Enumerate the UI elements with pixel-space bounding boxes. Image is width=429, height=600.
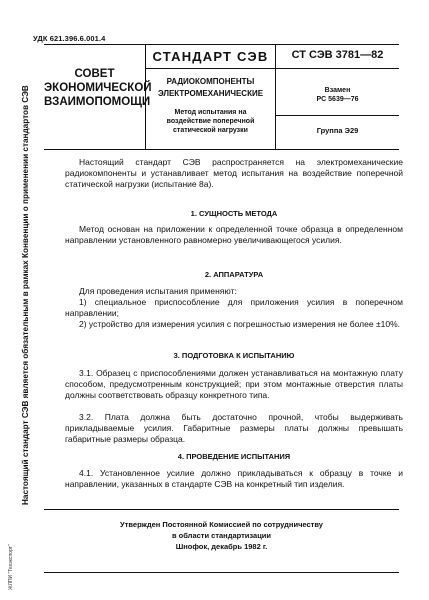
council-line: СОВЕТ (74, 68, 115, 80)
component-title (146, 76, 275, 100)
section-heading: 1. СУЩНОСТЬ МЕТОДА (190, 209, 278, 218)
replacement-line: Взамен (324, 87, 351, 94)
publisher-mark: ЖЛПИ "Техэкспорт" (8, 544, 14, 590)
approval-footer (44, 509, 399, 573)
council-line: ВЗАИМОПОМОЩИ (44, 96, 151, 108)
section-paragraph: 1) специальное приспособление для приложения усилия в поперечном направлении; (65, 297, 403, 318)
intro-paragraph: Настоящий стандарт СЭВ распространяется на электромеханические радиокомпоненты и устанавливает метод испытания на воздействие поперечной статической нагрузки (испытание 8а). (65, 157, 403, 189)
council-line: ЭКОНОМИЧЕСКОЙ (44, 82, 152, 94)
side-note: Настоящий стандарт СЭВ является обязательным в рамках Конвенции о применении стандартов СЭВ (21, 85, 30, 505)
replacement-line: PC 5639—76 (316, 96, 359, 103)
section-heading: 3. ПОДГОТОВКА К ИСПЫТАНИЮ (173, 351, 295, 360)
replacement-note (276, 86, 399, 104)
standard-title: СТАНДАРТ СЭВ (152, 49, 269, 64)
section-paragraph: 2) устройство для измерения усилия с погрешностью измерения не более ±10%. (79, 319, 400, 329)
method-line: статической нагрузки (173, 127, 248, 134)
approval-line: в области стандартизации (171, 531, 272, 540)
section-paragraph: Для проведения испытания применяют: (79, 286, 237, 296)
section-paragraph: 4.1. Установленное усилие должно прикладываться к образцу в точке и направлении, указанных в стандарте СЭВ на конкретный тип изделия. (65, 468, 403, 489)
section-paragraph: 3.1. Образец с приспособлениями должен устанавливаться на монтажную плату способом, предусмотренным конструкцией; при этом монтажные отверстия платы должны соответствовать образцу конкретного типа. (65, 368, 403, 400)
standard-code: СТ СЭВ 3781—82 (291, 49, 384, 61)
council-name (44, 67, 152, 109)
section-heading: 4. ПРОВЕДЕНИЕ ИСПЫТАНИЯ (177, 452, 291, 461)
group-label: Группа Э29 (316, 126, 359, 135)
group-divider (276, 115, 399, 116)
standard-header (44, 44, 399, 150)
approval-line: Утвержден Постоянной Комиссией по сотрудничеству (120, 520, 323, 529)
approval-line: Шнофок, декабрь 1982 г. (175, 542, 268, 551)
component-line: ЭЛЕКТРОМЕХАНИЧЕСКИЕ (157, 89, 264, 98)
approval-text (44, 519, 399, 552)
udk-code: УДК 621.396.6.001.4 (33, 34, 106, 43)
section-heading: 2. АППАРАТУРА (204, 270, 264, 279)
title-divider (146, 68, 275, 69)
method-title (146, 108, 275, 135)
method-line: воздействие поперечной (166, 118, 255, 125)
method-line: Метод испытания на (174, 109, 247, 116)
section-paragraph: Метод основан на приложении к определенной точке образца в определенном направлении установленного равномерно увеличивающегося усилия. (65, 224, 403, 245)
section-paragraph: 3.2. Плата должна быть достаточно прочной, чтобы выдерживать прикладываемые усилия. Габаритные размеры платы должны превышать габаритные размеры образца. (65, 412, 403, 444)
component-line: РАДИОКОМПОНЕНТЫ (166, 77, 255, 86)
code-divider (276, 68, 399, 69)
